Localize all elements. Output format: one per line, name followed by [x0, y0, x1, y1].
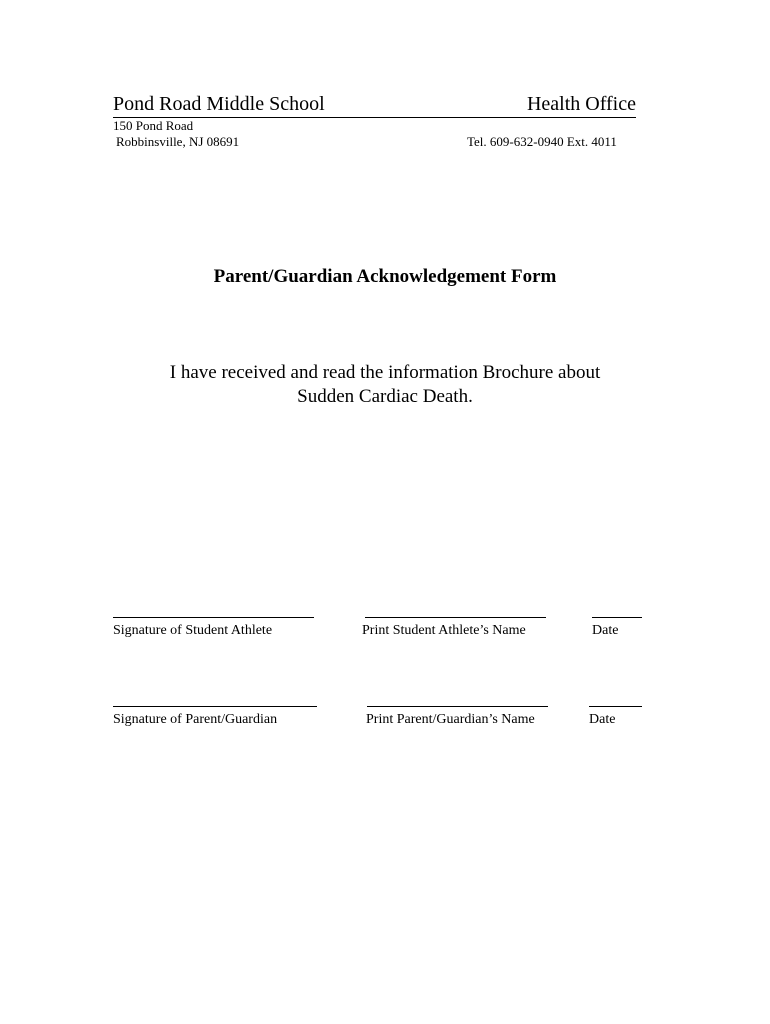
parent-signature-line[interactable] [113, 706, 317, 707]
statement-line-2: Sudden Cardiac Death. [297, 386, 473, 407]
student-name-line[interactable] [365, 617, 546, 618]
address-line-1: 150 Pond Road [113, 118, 194, 133]
parent-date-line[interactable] [589, 706, 642, 707]
parent-date-label: Date [589, 712, 616, 727]
phone-number: Tel. 609-632-0940 Ext. 4011 [467, 134, 617, 149]
office-name: Health Office [526, 93, 636, 115]
parent-name-label: Print Parent/Guardian’s Name [366, 712, 535, 727]
parent-signature-label: Signature of Parent/Guardian [113, 712, 278, 727]
form-title: Parent/Guardian Acknowledgement Form [213, 266, 557, 287]
statement-line-1: I have received and read the information Brochure about [169, 362, 601, 383]
student-date-label: Date [592, 623, 619, 638]
school-name: Pond Road Middle School [113, 93, 325, 115]
acknowledgement-statement [0, 361, 770, 409]
student-date-line[interactable] [592, 617, 642, 618]
student-name-label: Print Student Athlete’s Name [362, 623, 526, 638]
address-line-2: Robbinsville, NJ 08691 [116, 134, 240, 149]
letterhead-rule [113, 92, 636, 118]
student-signature-label: Signature of Student Athlete [113, 623, 273, 638]
parent-name-line[interactable] [367, 706, 548, 707]
student-signature-line[interactable] [113, 617, 314, 618]
